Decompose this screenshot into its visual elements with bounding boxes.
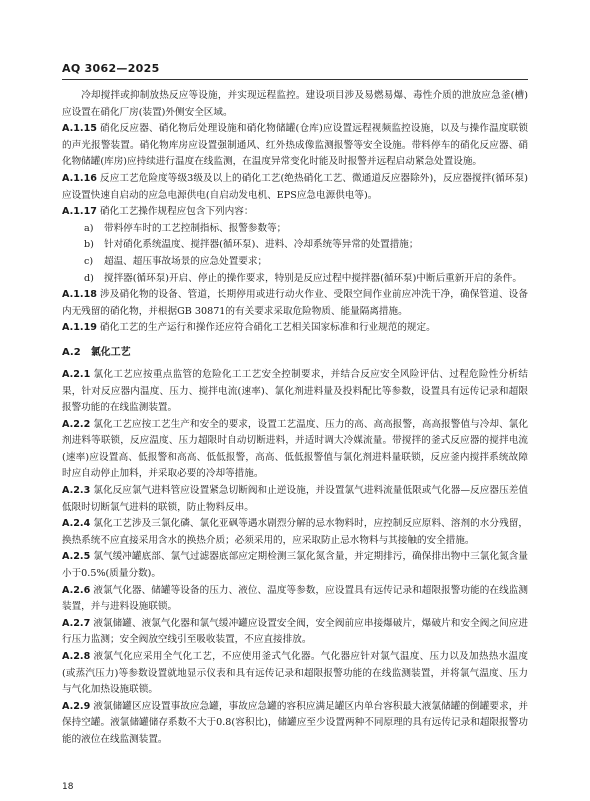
clause-number: A.2.8 — [62, 651, 91, 662]
clause-number: A.2.7 — [62, 617, 91, 629]
clause-paragraph — [62, 583, 528, 616]
clause-text: 氯化工艺应按工艺生产和安全的要求，设置工艺温度、压力的高、高高报警，高高报警值与冷却、氯化剂进料等联锁，反应温度、压力超限时自动切断进料，并适时调大冷媒流量。带搅拌的釜式反应器的搅拌电流(速率)应设置高、低报警和高高、低低报警，高高、低低报警值与氯化剂进料量联锁，反应釜内搅拌系统故障时应自动停止加料，并采取必要的冷却等措施。 — [62, 418, 528, 480]
list-item — [62, 221, 528, 238]
clause-number: A.1.19 — [62, 322, 97, 334]
clause-number: A.1.16 — [62, 172, 97, 184]
clause-text: 硝化工艺的生产运行和操作还应符合硝化工艺相关国家标准和行业规范的规定。 — [99, 322, 436, 334]
clause-text: 反应工艺危险度等级3级及以上的硝化工艺(绝热硝化工艺、微通道反应器除外)，反应器搅拌(循环泵)应设置快速自启动的应急电源供电(自启动发电机、EPS应急电源供电等)。 — [62, 172, 528, 201]
clause-number: A.1.17 — [62, 206, 97, 218]
list-item — [62, 254, 528, 271]
clause-text: 氯化工艺涉及三氯化磷、氯化亚砜等遇水剧烈分解的忌水物料时，应控制反应原料、溶剂的水分残留，换热系统不应直接采用含水的换热介质；必须采用的，应采取防止忌水物料与其接触的安全措施。 — [62, 518, 528, 546]
clause-paragraph — [62, 204, 528, 221]
header-rule — [62, 79, 528, 80]
document-code: AQ 3062—2025 — [62, 62, 160, 75]
section-heading — [62, 346, 528, 360]
clause-paragraph — [62, 483, 528, 516]
document-body — [62, 88, 528, 749]
list-label: d) — [84, 272, 94, 284]
clause-text: 涉及硝化物的设备、管道，长期停用或进行动火作业、受限空间作业前应冲洗干净，确保管道、设备内无残留的硝化物，并根据GB 30871的有关要求采取危险物质、能量隔离措施。 — [62, 289, 528, 317]
section-number: A.2 — [62, 346, 81, 358]
list-label: a) — [84, 222, 94, 234]
clause-number: A.2.6 — [62, 584, 91, 596]
list-item — [62, 271, 528, 288]
clause-text: 硝化反应器、硝化物后处理设施和硝化物储罐(仓库)应设置远程视频监控设施，以及与操作温度联锁的声光报警装置。硝化物库房应设置强制通风、红外热成像监测报警等安全设施。带料停车的硝化反应器、硝化物储罐(库房)应持续进行温度在线监测，在温度异常变化时能及时报警并远程启动紧急处置设施。 — [62, 123, 528, 168]
paragraph-continuation: 冷却搅拌或抑制放热反应等设施，并实现远程监控。建设项目涉及易燃易爆、毒性介质的泄放应急釜(槽)应设置在硝化厂房(装置)外侧安全区域。 — [62, 90, 528, 118]
clause-text: 氯气缓冲罐底部、氯气过滤器底部应定期检测三氯化氮含量，并定期排污，确保排出物中三氯化氮含量小于0.5%(质量分数)。 — [62, 551, 528, 580]
page-number: 18 — [62, 782, 74, 792]
list-label: b) — [84, 239, 94, 251]
clause-paragraph — [62, 516, 528, 549]
clause-paragraph — [62, 616, 528, 649]
clause-paragraph — [62, 121, 528, 171]
list-text: 带料停车时的工艺控制指标、报警参数等； — [104, 222, 287, 234]
clause-number: A.2.9 — [62, 700, 91, 712]
clause-text: 氯化反应氯气进料管应设置紧急切断阀和止逆设施，并设置氯气进料流量低限或气化器—反应器压差值低限时切断氯气进料的联锁，防止物料反串。 — [62, 485, 528, 513]
clause-paragraph — [62, 367, 528, 417]
list-text: 针对硝化系统温度、搅拌器(循环泵)、进料、冷却系统等异常的处置措施； — [104, 239, 419, 251]
clause-paragraph — [62, 171, 528, 204]
clause-number: A.2.2 — [62, 418, 91, 430]
list-text: 超温、超压事故场景的应急处置要求； — [104, 255, 268, 267]
clause-paragraph — [62, 649, 528, 699]
clause-text: 液氯气化应采用全气化工艺，不应使用釜式气化器。气化器应针对氯气温度、压力以及加热热水温度(或蒸汽压力)等参数设置就地显示仪表和具有远传记录和超限报警功能的在线监测装置，并将氯气温度、压力与气化加热设施联锁。 — [62, 651, 528, 696]
clause-number: A.2.5 — [62, 551, 91, 563]
list-item — [62, 237, 528, 254]
clause-number: A.2.3 — [62, 485, 91, 497]
clause-paragraph — [62, 699, 528, 749]
clause-text: 氯化工艺应按重点监管的危险化工工艺安全控制要求，并结合反应安全风险评估、过程危险性分析结果，针对反应器内温度、压力、搅拌电流(速率)、氯化剂进料量及投料配比等参数，设置具有远传记录和超限报警功能的在线监测装置。 — [62, 368, 528, 414]
section-title-text: 氯化工艺 — [90, 346, 131, 358]
clause-paragraph — [62, 417, 528, 483]
clause-paragraph — [62, 549, 528, 582]
list-text: 搅拌器(循环泵)开启、停止的操作要求，特别是反应过程中搅拌器(循环泵)中断后重新开启的条件。 — [104, 272, 522, 284]
list-label: c) — [84, 255, 94, 267]
clause-text: 硝化工艺操作规程应包含下列内容： — [99, 206, 254, 218]
clause-number: A.1.15 — [62, 123, 97, 135]
clause-number: A.2.1 — [62, 368, 91, 380]
clause-paragraph — [62, 320, 528, 337]
clause-paragraph — [62, 287, 528, 320]
clause-text: 液氯储罐区应设置事故应急罐，事故应急罐的容积应满足罐区内单台容积最大液氯储罐的倒罐要求，并保持空罐。液氯储罐储存系数不大于0.8(容积比)，储罐应至少设置两种不同原理的具有远传记录和超限报警功能的液位在线监测装置。 — [62, 700, 528, 745]
clause-text: 液氯气化器、储罐等设备的压力、液位、温度等参数，应设置具有远传记录和超限报警功能的在线监测装置，并与进料设施联锁。 — [62, 584, 528, 613]
clause-number: A.1.18 — [62, 289, 97, 301]
clause-text: 液氯储罐、液氯气化器和氯气缓冲罐应设置安全阀，安全阀前应串接爆破片，爆破片和安全阀之间应进行压力监测；安全阀放空线引至吸收装置，不应直接排放。 — [62, 617, 528, 646]
clause-number: A.2.4 — [62, 518, 91, 530]
